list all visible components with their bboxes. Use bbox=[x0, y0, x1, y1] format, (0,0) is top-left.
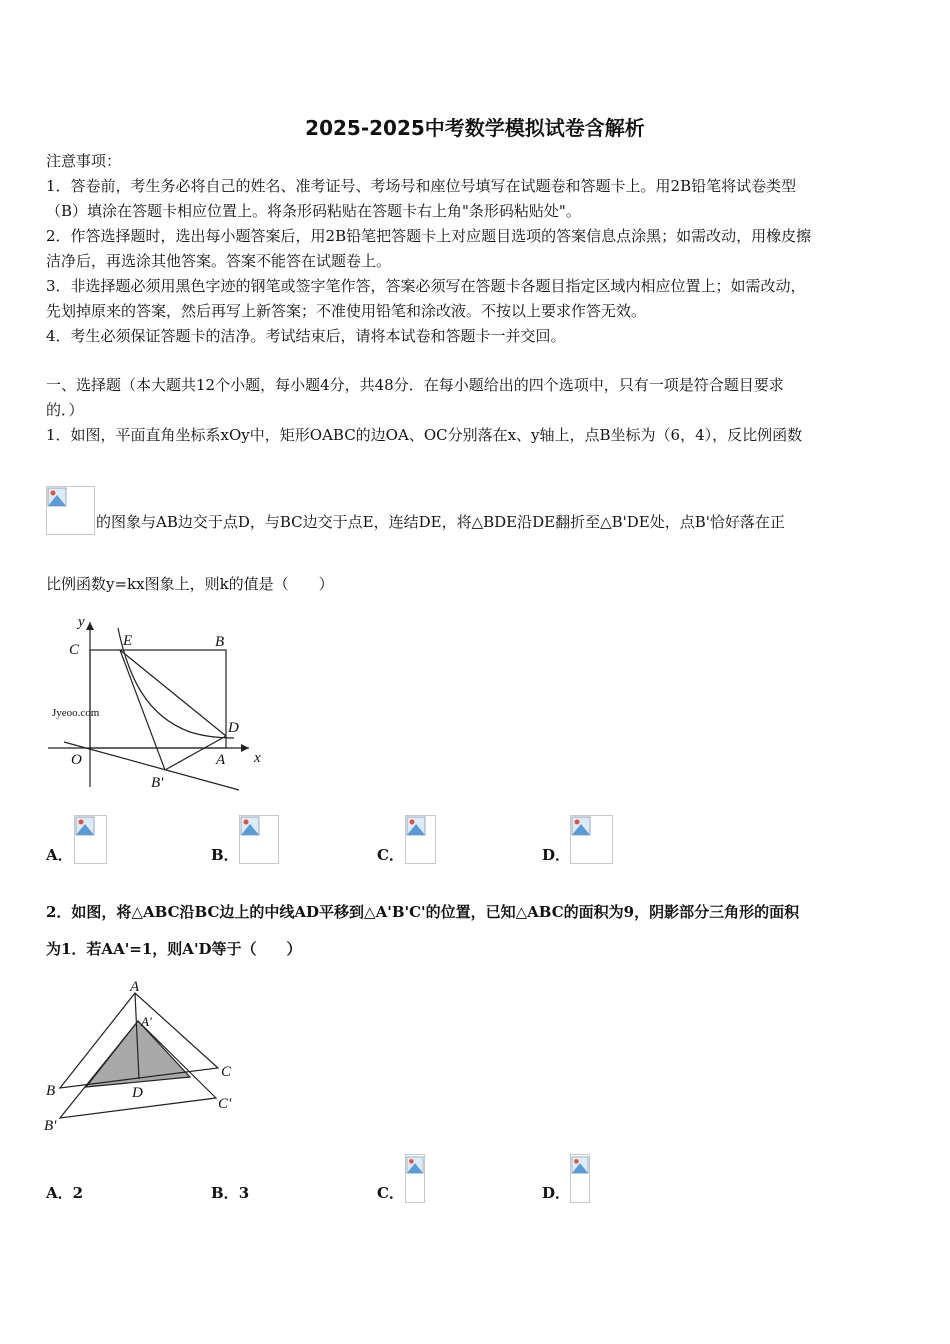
q2-option-b[interactable] bbox=[211, 1182, 249, 1203]
label-D: D bbox=[228, 720, 239, 736]
label-C: C bbox=[69, 642, 80, 658]
notice-line: 3．非选择题必须用黑色字迹的钢笔或签字笔作答，答案必须写在答题卡各题目指定区域内相应位置上；如需改动， bbox=[46, 277, 806, 295]
option-image-icon bbox=[405, 815, 436, 864]
option-image-icon bbox=[74, 815, 107, 864]
label-Aprime: A' bbox=[141, 1014, 152, 1029]
option-image-icon bbox=[405, 1154, 425, 1203]
notice-line: 2．作答选择题时，选出每小题答案后，用2B铅笔把答题卡上对应题目选项的答案信息点涂黑；如需改动，用橡皮擦 bbox=[46, 227, 812, 245]
label-D: D bbox=[132, 1085, 143, 1101]
q2-text-line2: 为1．若AA'=1，则A'D等于（ ） bbox=[46, 940, 302, 958]
q1-option-b-label[interactable]: B． bbox=[211, 846, 239, 864]
label-Cprime: C' bbox=[218, 1096, 232, 1112]
option-image-icon bbox=[239, 815, 279, 864]
q2-figure bbox=[40, 975, 250, 1140]
label-C: C bbox=[221, 1064, 232, 1080]
q1-figure bbox=[44, 612, 274, 802]
q2-option-d-label[interactable]: D． bbox=[542, 1184, 571, 1202]
formula-image-icon bbox=[46, 486, 95, 535]
q2-option-c-label[interactable]: C． bbox=[377, 1184, 404, 1202]
q2-option-a[interactable] bbox=[46, 1182, 83, 1203]
page-title: 2025-2025中考数学模拟试卷含解析 bbox=[305, 116, 645, 140]
q1-text-line1: 1．如图，平面直角坐标系xOy中，矩形OABC的边OA、OC分别落在x、y轴上，点B坐标为（6，4），反比例函数 bbox=[46, 426, 803, 444]
option-image-icon bbox=[570, 815, 613, 864]
notice-line: （B）填涂在答题卡相应位置上。将条形码粘贴在答题卡右上角"条形码粘贴处"。 bbox=[46, 202, 581, 220]
q2-option-b-label: B． bbox=[211, 1184, 239, 1202]
q1-text-line3: 比例函数y=kx图象上，则k的值是（ ） bbox=[46, 575, 334, 593]
label-O: O bbox=[71, 752, 82, 768]
label-x: x bbox=[254, 750, 261, 766]
q2-option-b-value: 3 bbox=[238, 1184, 250, 1202]
q2-option-a-value: 2 bbox=[72, 1184, 84, 1202]
notice-line: 4．考生必须保证答题卡的洁净。考试结束后，请将本试卷和答题卡一并交回。 bbox=[46, 327, 566, 345]
notice-line: 洁净后，再选涂其他答案。答案不能答在试题卷上。 bbox=[46, 252, 392, 270]
label-Bprime: B' bbox=[44, 1118, 57, 1134]
q2-text-line1: 2．如图，将△ABC沿BC边上的中线AD平移到△A'B'C'的位置，已知△ABC的面积为9，阴影部分三角形的面积 bbox=[46, 903, 800, 921]
notice-line: 1．答卷前，考生务必将自己的姓名、准考证号、考场号和座位号填写在试题卷和答题卡上。用2B铅笔将试卷类型 bbox=[46, 177, 797, 195]
q1-text-line2: 的图象与AB边交于点D，与BC边交于点E，连结DE，将△BDE沿DE翻折至△B'DE处，点B'恰好落在正 bbox=[96, 513, 785, 531]
label-A: A bbox=[216, 752, 226, 768]
section-heading: 一、选择题（本大题共12个小题，每小题4分，共48分．在每小题给出的四个选项中，只有一项是符合题目要求 bbox=[46, 376, 784, 394]
notice-line: 先划掉原来的答案，然后再写上新答案；不准使用铅笔和涂改液。不按以上要求作答无效。 bbox=[46, 302, 647, 320]
q1-option-c-label[interactable]: C． bbox=[377, 846, 404, 864]
q2-option-a-label: A． bbox=[46, 1184, 73, 1202]
label-A: A bbox=[130, 979, 140, 995]
q1-option-a-label[interactable]: A． bbox=[46, 846, 73, 864]
notice-heading: 注意事项： bbox=[46, 152, 122, 170]
section-heading-cont: 的．） bbox=[46, 401, 84, 419]
label-E: E bbox=[123, 633, 133, 649]
q1-option-d-label[interactable]: D． bbox=[542, 846, 571, 864]
label-y: y bbox=[78, 614, 85, 630]
label-B: B bbox=[46, 1083, 56, 1099]
option-image-icon bbox=[570, 1154, 590, 1203]
label-B: B bbox=[215, 634, 225, 650]
watermark: Jyeoo.com bbox=[52, 707, 100, 719]
label-Bprime: B' bbox=[151, 775, 164, 791]
